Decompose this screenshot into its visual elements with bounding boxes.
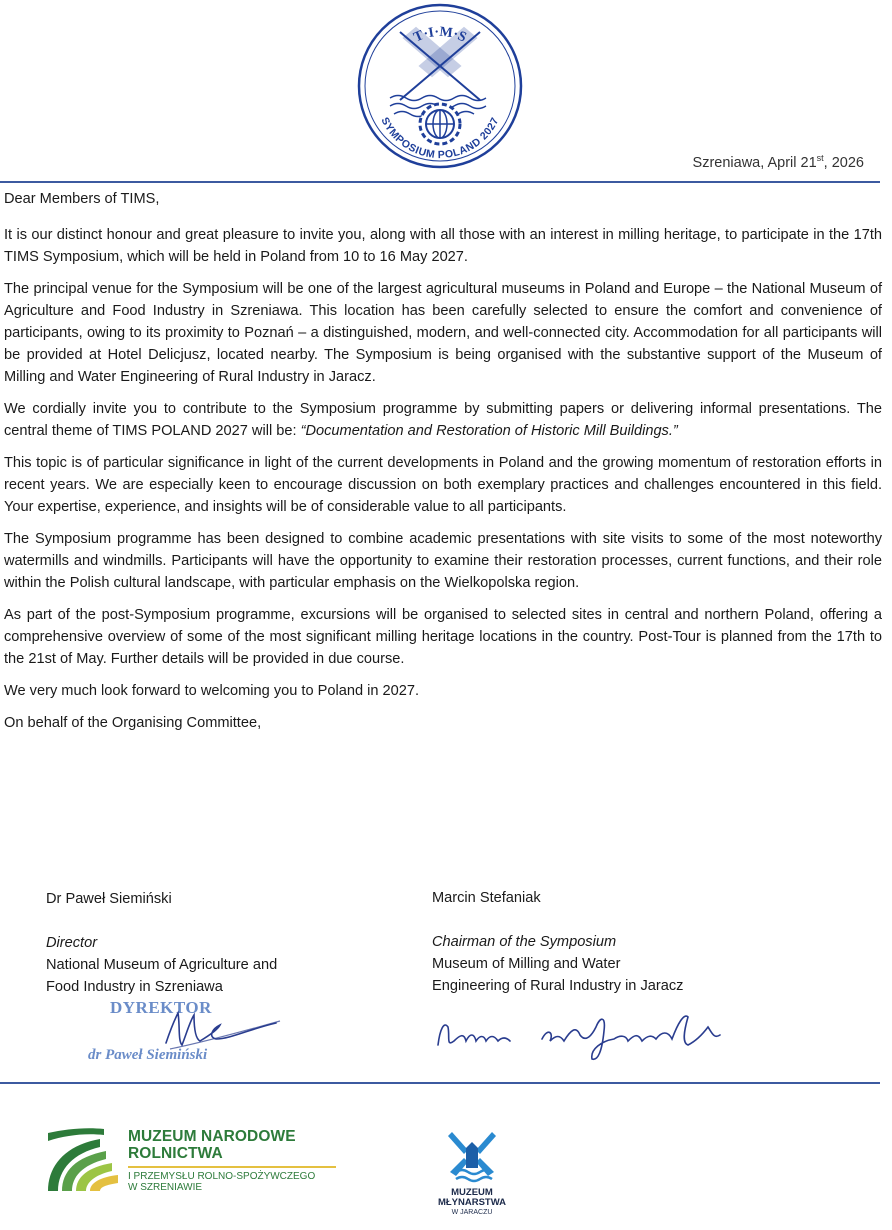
field-stripes-logo-icon [46, 1125, 120, 1191]
paragraph-post-tour: As part of the post-Symposium programme, excursions will be organised to selected sites in central and northern Poland, offering a comprehensive overview of some of the most significant milling heritage locations in the country. Post-Tour is planned from the 17th to the 21st of May. Further details will be provided in due course. [4, 607, 882, 667]
mnr-line: I PRZEMYSŁU ROLNO-SPOŻYWCZEGO [128, 1171, 316, 1182]
header-divider [0, 181, 880, 183]
mnr-line: ROLNICTWA [128, 1145, 223, 1162]
mm-line: W JARACZU [451, 1209, 493, 1216]
stamp-name: dr Paweł Siemiński [88, 1047, 208, 1063]
paragraph-theme: We cordially invite you to contribute to the Symposium programme by submitting papers or delivering informal presentations. The central theme of TIMS POLAND 2027 will be: “Documentation and Restoration of Historic Mill Buildings.” [4, 401, 882, 439]
mm-logo-text [422, 1188, 522, 1217]
logo-bottom-text: SYMPOSIUM POLAND 2027 [378, 115, 502, 162]
letter-body [4, 188, 882, 744]
paragraph-topic: This topic is of particular significance in light of the current developments in Poland and the growing momentum of restoration efforts in recent years. We are especially keen to encourage discussion on both exemplary practices and challenges encountered in this field. Your expertise, experience, and insights will be of considerable value to all participants. [4, 455, 882, 515]
signatory-role: Director [46, 935, 98, 951]
signature-left-icon [80, 995, 290, 1073]
signatory-org-line: Engineering of Rural Industry in Jaracz [432, 978, 684, 994]
stamp-title: DYREKTOR [110, 998, 212, 1017]
signatory-name: Marcin Stefaniak [432, 890, 541, 906]
paragraph-welcome: We very much look forward to welcoming you to Poland in 2027. [4, 683, 420, 699]
blue-windmill-logo-icon [446, 1128, 498, 1186]
signatory-org-line: National Museum of Agriculture and [46, 957, 278, 973]
mnr-line: MUZEUM NARODOWE [128, 1128, 296, 1145]
signatory-org-line: Museum of Milling and Water [432, 956, 621, 972]
signatory-left [46, 888, 366, 998]
signatory-right [432, 887, 762, 997]
signatory-name: Dr Paweł Siemiński [46, 891, 172, 907]
mnr-line: W SZRENIAWIE [128, 1182, 203, 1193]
signature-right-icon [430, 1005, 730, 1065]
paragraph-venue: The principal venue for the Symposium will be one of the largest agricultural museums in Poland and Europe – the National Museum of Agriculture and Food Industry in Szreniawa. This location has been carefully selected to ensure the comfort and convenience of participants, owing to its proximity to Poznań – a distinguished, modern, and well-connected city. Accommodation for all participants will be provided at Hotel Delicjusz, located nearby. The Symposium is being organised with the substantive support of the Museum of Milling and Water Engineering of Rural Industry in Jaracz. [4, 281, 882, 385]
mm-line: MUZEUM [451, 1187, 493, 1198]
mm-line: MŁYNARSTWA [437, 1197, 507, 1208]
mnr-logo-text [128, 1128, 338, 1193]
letter-date: Szreniawa, April 21st, 2026 [692, 153, 864, 171]
greeting: Dear Members of TIMS, [4, 191, 160, 207]
paragraph-invitation: It is our distinct honour and great pleasure to invite you, along with all those with an interest in milling heritage, to participate in the 17th TIMS Symposium, which will be held in Poland from 10 to 16 May 2027. [4, 227, 882, 265]
closing: On behalf of the Organising Committee, [4, 715, 262, 731]
mnr-divider [128, 1166, 336, 1168]
signatory-role: Chairman of the Symposium [432, 934, 617, 950]
footer-divider [0, 1082, 880, 1084]
tims-symposium-logo-icon [356, 2, 524, 170]
paragraph-programme: The Symposium programme has been designed to combine academic presentations with site visits to some of the most noteworthy watermills and windmills. Participants will have the opportunity to examine their restoration processes, current functions, and their role within the Polish cultural landscape, with particular emphasis on the Wielkopolska region. [4, 531, 882, 591]
symposium-theme: “Documentation and Restoration of Historic Mill Buildings.” [300, 423, 678, 439]
signatory-org-line: Food Industry in Szreniawa [46, 979, 223, 995]
logo-top-text: T·I·M·S [411, 24, 469, 46]
